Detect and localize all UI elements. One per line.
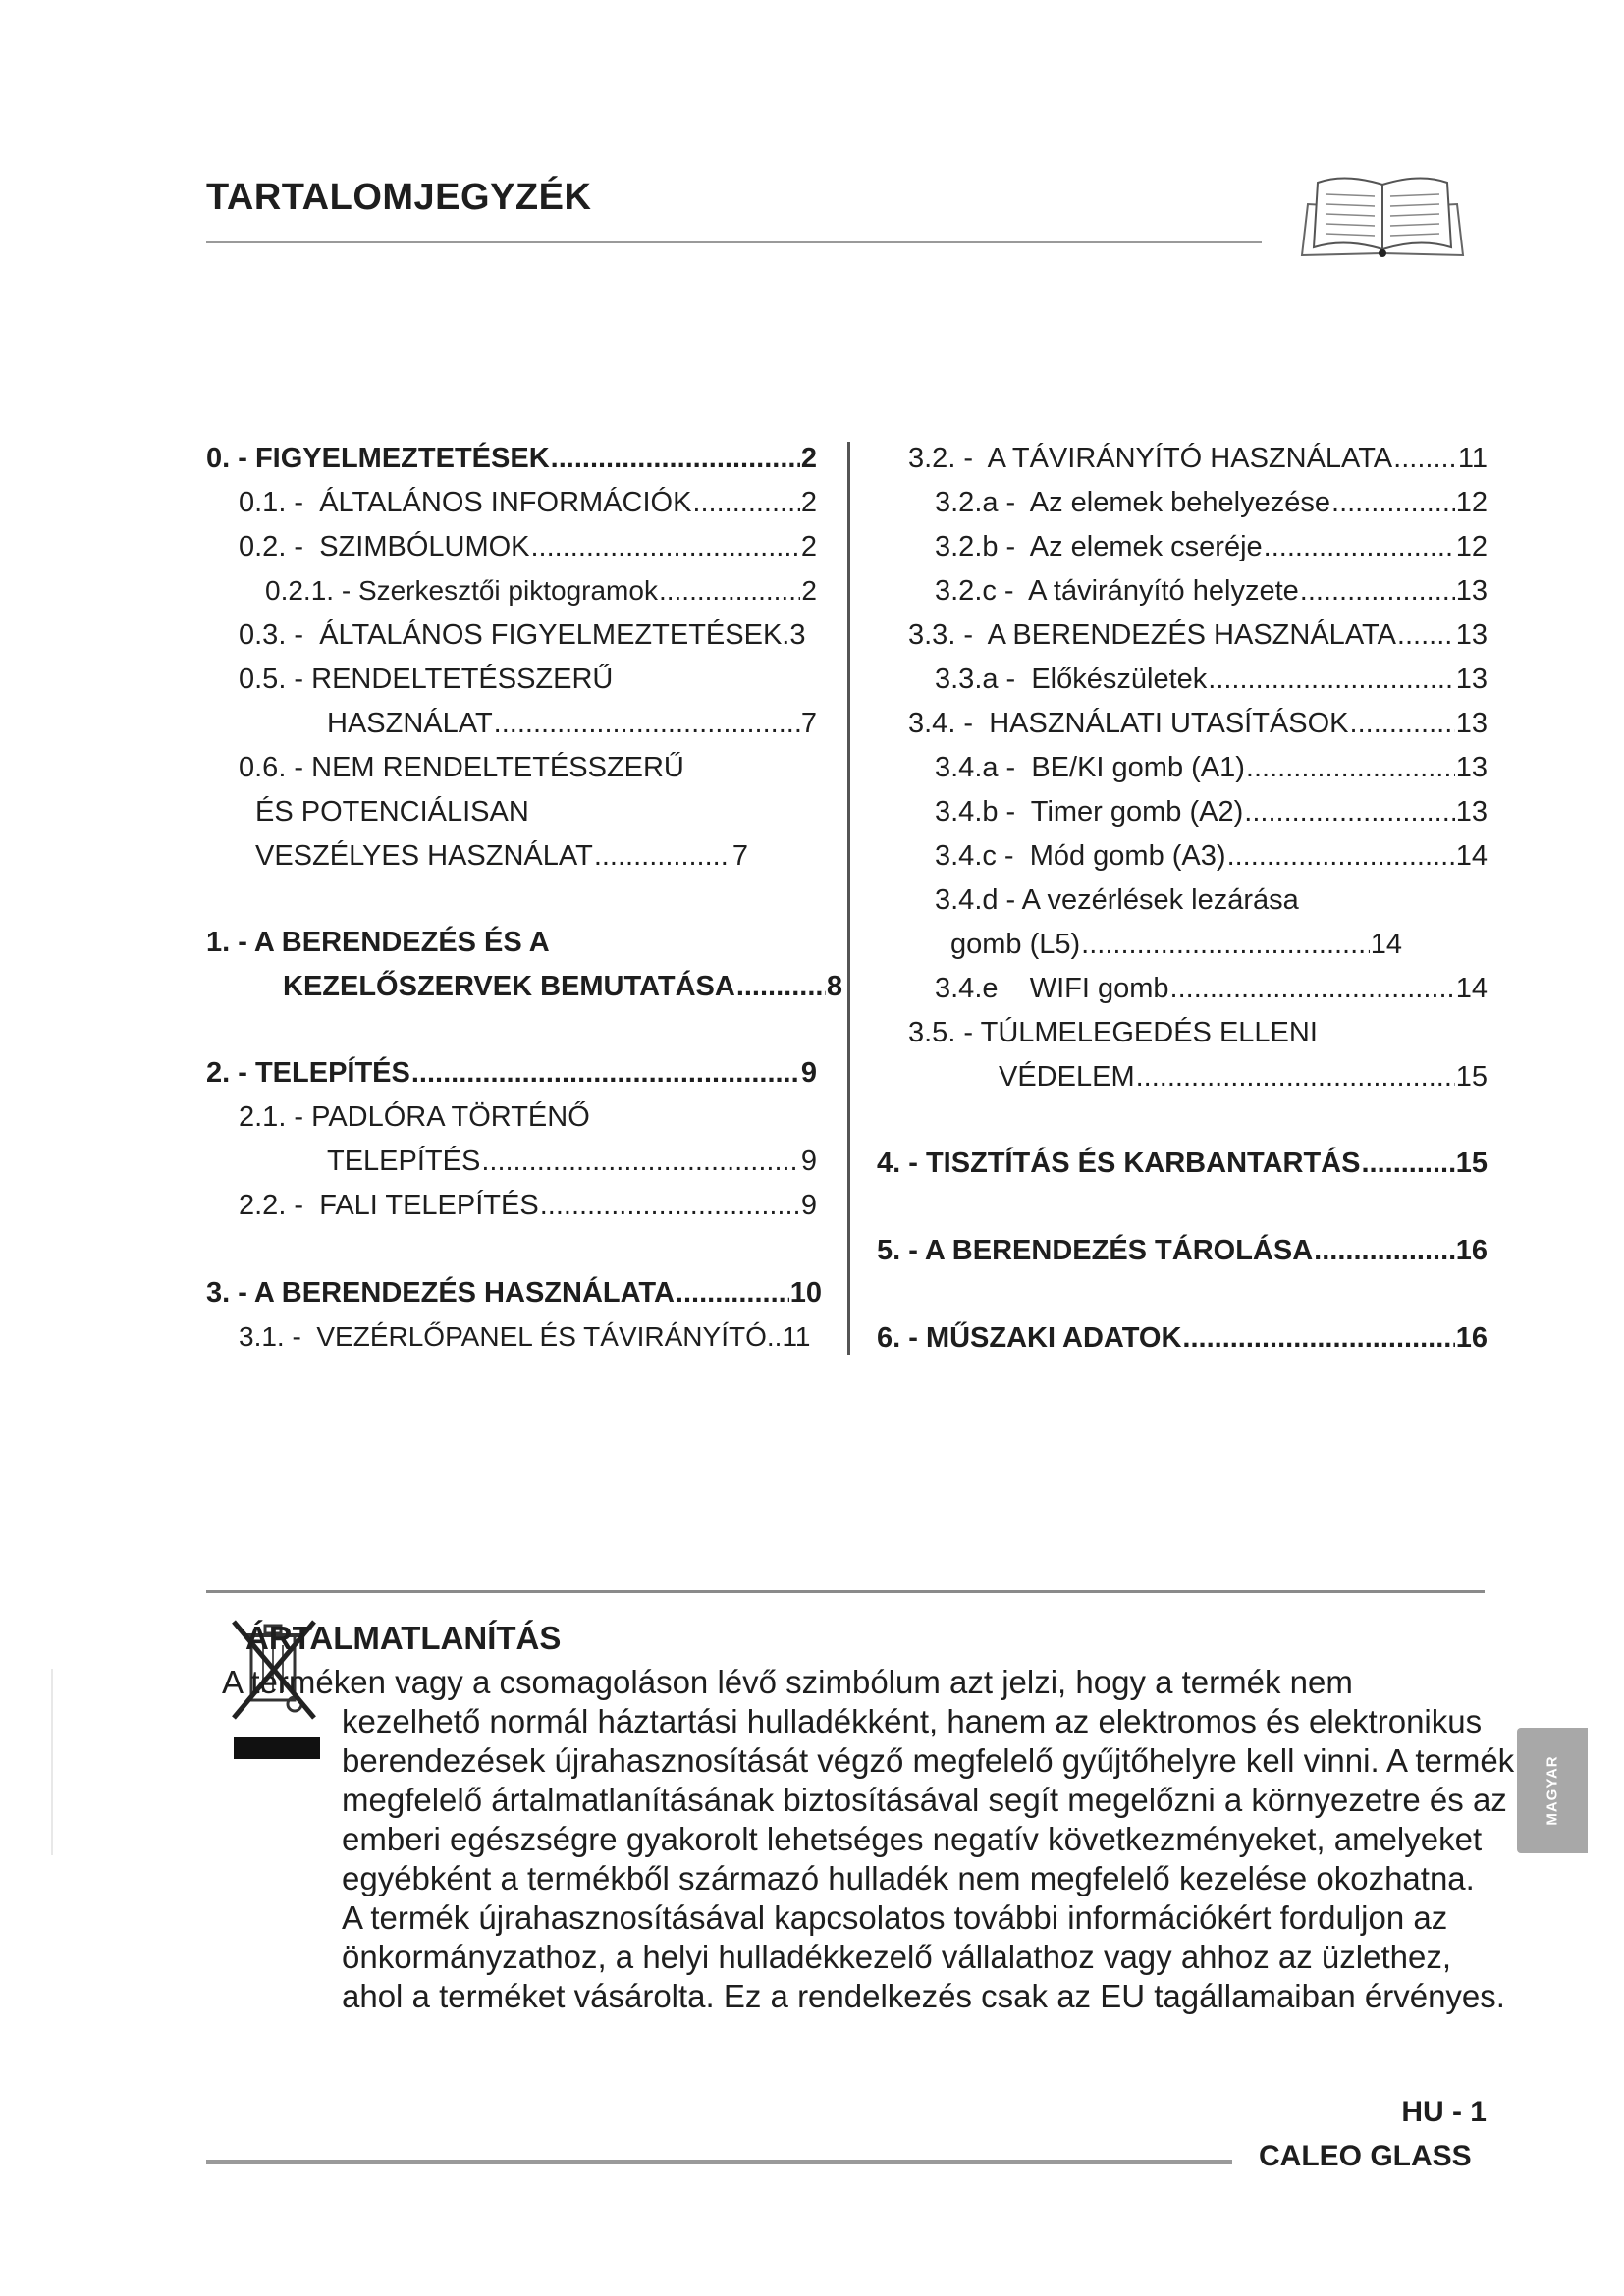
- toc-entry[interactable]: [935, 795, 1488, 828]
- toc-page: 16: [1455, 1322, 1488, 1354]
- toc-label: 0.6. - NEM RENDELTETÉSSZERŰ: [239, 752, 684, 783]
- toc-leader: [1182, 1321, 1454, 1355]
- disposal-text: A terméken vagy a csomagoláson lévő szimbólum azt jelzi, hogy a termék nem: [222, 1664, 1353, 1700]
- toc-entry[interactable]: [999, 1060, 1488, 1094]
- toc-leader: [540, 1189, 800, 1222]
- toc-leader: [1244, 795, 1454, 828]
- toc-leader: [1208, 663, 1454, 696]
- toc-page: 13: [1455, 708, 1488, 739]
- toc-page: 14: [1455, 840, 1488, 872]
- toc-label: KEZELŐSZERVEK BEMUTATÁSA: [283, 971, 735, 1002]
- disposal-line: A termék újrahasznosításával kapcsolatos további információkért forduljon az: [342, 1899, 1448, 1936]
- toc-leader: [1397, 618, 1455, 652]
- disposal-title: ÁRTALMATLANÍTÁS: [245, 1620, 562, 1656]
- toc-label: 1. - A BERENDEZÉS ÉS A: [206, 927, 550, 958]
- toc-label: 0.5. - RENDELTETÉSSZERŰ: [239, 664, 614, 695]
- toc-entry[interactable]: [908, 618, 1488, 652]
- toc-leader: [551, 442, 800, 475]
- toc-entry[interactable]: [283, 970, 842, 1003]
- toc-label: 2.1. - PADLÓRA TÖRTÉNŐ: [239, 1101, 590, 1133]
- disposal-line: berendezések újrahasznosítását végző megfelelő gyűjtőhelyre kell vinni. A termék: [342, 1742, 1515, 1779]
- toc-leader: [1081, 928, 1370, 961]
- toc-entry[interactable]: [935, 751, 1488, 784]
- toc-leader: [1300, 574, 1455, 608]
- language-tab-label: MAGYAR: [1543, 1755, 1561, 1826]
- toc-leader: [1331, 486, 1455, 519]
- toc-entry[interactable]: [206, 1056, 817, 1090]
- toc-page: 9: [800, 1057, 817, 1089]
- toc-entry[interactable]: [239, 618, 817, 652]
- toc-label: 2. - TELEPÍTÉS: [206, 1057, 410, 1089]
- margin-mark: [51, 1669, 53, 1855]
- disposal-line: emberi egészségre gyakorolt lehetséges negatív következményeket, amelyeket: [342, 1821, 1483, 1857]
- toc-label: 3.5. - TÚLMELEGEDÉS ELLENI: [908, 1017, 1318, 1048]
- toc-leader: [1136, 1060, 1455, 1094]
- page-title: TARTALOMJEGYZÉK: [206, 177, 592, 218]
- toc-page: 15: [1455, 1061, 1488, 1093]
- toc-entry[interactable]: [239, 1189, 817, 1222]
- toc-entry[interactable]: [265, 574, 817, 608]
- toc-entry[interactable]: [935, 530, 1488, 563]
- weee-underline: [234, 1737, 320, 1759]
- toc-label: 5. - A BERENDEZÉS TÁROLÁSA: [877, 1235, 1314, 1266]
- toc-label: VESZÉLYES HASZNÁLAT: [255, 840, 593, 872]
- open-book-icon: [1284, 167, 1481, 270]
- toc-leader: [1393, 442, 1457, 475]
- toc-entry[interactable]: [935, 972, 1488, 1005]
- toc-page: 3: [789, 619, 806, 651]
- toc-page: 14: [1455, 973, 1488, 1004]
- disposal-line: kezelhető normál háztartási hulladékként, hanem az elektromos és elektronikus: [342, 1703, 1483, 1739]
- toc-leader: [1227, 839, 1455, 873]
- toc-label: 3. - A BERENDEZÉS HASZNÁLATA: [206, 1277, 675, 1308]
- toc-entry[interactable]: [935, 663, 1488, 696]
- toc-page: 13: [1455, 575, 1488, 607]
- toc-label: 3.1. - VEZÉRLŐPANEL ÉS TÁVIRÁNYÍTÓ..: [239, 1321, 783, 1352]
- toc-page: 11: [782, 1321, 811, 1352]
- toc-leader: [594, 839, 731, 873]
- toc-label: 0.2. - SZIMBÓLUMOK: [239, 531, 530, 562]
- toc-label: 3.4.c - Mód gomb (A3): [935, 840, 1226, 872]
- title-divider: [206, 241, 1262, 243]
- toc-page: 9: [800, 1190, 817, 1221]
- toc-label: 0.1. - ÁLTALÁNOS INFORMÁCIÓK: [239, 487, 692, 518]
- toc-entry[interactable]: [239, 1320, 817, 1354]
- toc-page: 13: [1455, 619, 1488, 651]
- disposal-paragraph: [342, 1702, 1514, 2016]
- toc-entry[interactable]: [877, 1321, 1488, 1355]
- toc-leader: [692, 486, 799, 519]
- toc-leader: [1314, 1234, 1455, 1267]
- disposal-divider: [206, 1590, 1485, 1593]
- toc-page: 7: [800, 708, 817, 739]
- toc-label: 3.2.c - A távirányító helyzete: [935, 575, 1299, 607]
- toc-entry[interactable]: [908, 707, 1488, 740]
- toc-page: 13: [1455, 796, 1488, 828]
- disposal-line: egyébként a termékből származó hulladék nem megfelelő kezelése okozhatna.: [342, 1860, 1475, 1896]
- toc-page: 2: [800, 443, 817, 474]
- toc-leader: [676, 1276, 789, 1309]
- toc-entry[interactable]: [935, 486, 1488, 519]
- toc-label: TELEPÍTÉS: [327, 1146, 481, 1177]
- toc-entry[interactable]: [327, 1145, 817, 1178]
- toc-page: 15: [1455, 1148, 1488, 1179]
- toc-label: 4. - TISZTÍTÁS ÉS KARBANTARTÁS: [877, 1148, 1361, 1179]
- toc-leader: [1264, 530, 1455, 563]
- column-divider: [847, 442, 850, 1355]
- toc-label: 3.4.d - A vezérlések lezárása: [935, 884, 1299, 916]
- toc-label: 6. - MŰSZAKI ADATOK: [877, 1322, 1182, 1354]
- toc-entry[interactable]: [877, 1147, 1488, 1180]
- disposal-line: önkormányzathoz, a helyi hulladékkezelő vállalathoz vagy ahhoz az üzlethez,: [342, 1939, 1452, 1975]
- toc-page: 12: [1455, 487, 1488, 518]
- disposal-line: megfelelő ártalmatlanításának biztosításával segít megelőzni a környezetre és az: [342, 1782, 1507, 1818]
- toc-label: 3.2.b - Az elemek cseréje: [935, 531, 1263, 562]
- toc-label: 2.2. - FALI TELEPÍTÉS: [239, 1190, 539, 1221]
- toc-label: VÉDELEM: [999, 1061, 1135, 1093]
- toc-label: 3.4.e WIFI gomb: [935, 973, 1169, 1004]
- toc-entry[interactable]: [206, 442, 817, 475]
- toc-page: 13: [1455, 752, 1488, 783]
- toc-label: 0.3. - ÁLTALÁNOS FIGYELMEZTETÉSEK.: [239, 619, 790, 651]
- toc-leader: [494, 707, 800, 740]
- toc-page: 16: [1455, 1235, 1488, 1266]
- toc-label: HASZNÁLAT: [327, 708, 493, 739]
- toc-label: 3.2. - A TÁVIRÁNYÍTÓ HASZNÁLATA: [908, 443, 1393, 474]
- toc-entry[interactable]: [935, 839, 1488, 873]
- toc-entry[interactable]: [877, 1234, 1488, 1267]
- product-name: CALEO GLASS: [1259, 2140, 1472, 2172]
- toc-page: 10: [789, 1277, 822, 1308]
- toc-entry[interactable]: [950, 928, 1402, 961]
- footer-divider: [206, 2160, 1232, 2164]
- toc-label: gomb (L5): [950, 929, 1081, 960]
- toc-leader: [736, 970, 826, 1003]
- toc-page: 14: [1370, 929, 1402, 960]
- toc-entry[interactable]: [239, 486, 817, 519]
- toc-label: 3.4.a - BE/KI gomb (A1): [935, 752, 1245, 783]
- toc-entry[interactable]: [206, 1276, 822, 1309]
- toc-entry[interactable]: [255, 839, 748, 873]
- language-tab: [1517, 1728, 1588, 1853]
- toc-leader: [1170, 972, 1455, 1005]
- toc-entry[interactable]: [908, 442, 1488, 475]
- toc-entry[interactable]: [239, 530, 817, 563]
- toc-page: 7: [731, 840, 748, 872]
- toc-label: 3.3. - A BERENDEZÉS HASZNÁLATA: [908, 619, 1396, 651]
- toc-label: 0. - FIGYELMEZTETÉSEK: [206, 443, 550, 474]
- toc-leader: [481, 1145, 800, 1178]
- toc-label: 3.4. - HASZNÁLATI UTASÍTÁSOK: [908, 708, 1349, 739]
- disposal-line: ahol a terméket vásárolta. Ez a rendelkezés csak az EU tagállamaiban érvényes.: [342, 1978, 1505, 2014]
- toc-leader: [531, 530, 800, 563]
- toc-page: 13: [1455, 664, 1488, 695]
- toc-page: 2: [801, 575, 817, 606]
- toc-leader: [1350, 707, 1455, 740]
- toc-page: 2: [800, 487, 817, 518]
- toc-label: ÉS POTENCIÁLISAN: [255, 796, 529, 828]
- toc-leader: [1361, 1147, 1454, 1180]
- toc-page: 2: [800, 531, 817, 562]
- toc-label: 0.2.1. - Szerkesztői piktogramok: [265, 575, 658, 606]
- toc-label: 3.3.a - Előkészületek: [935, 664, 1208, 695]
- toc-page: 11: [1457, 443, 1488, 474]
- toc-label: 3.4.b - Timer gomb (A2): [935, 796, 1244, 828]
- toc-page: 9: [800, 1146, 817, 1177]
- toc-leader: [1246, 751, 1455, 784]
- toc-page: 8: [826, 971, 842, 1002]
- toc-label: 3.2.a - Az elemek behelyezése: [935, 487, 1331, 518]
- toc-leader: [411, 1056, 800, 1090]
- page-number: HU - 1: [1401, 2096, 1487, 2128]
- toc-page: 12: [1455, 531, 1488, 562]
- toc-entry[interactable]: [327, 707, 817, 740]
- toc-leader: [659, 574, 800, 608]
- toc-entry[interactable]: [935, 574, 1488, 608]
